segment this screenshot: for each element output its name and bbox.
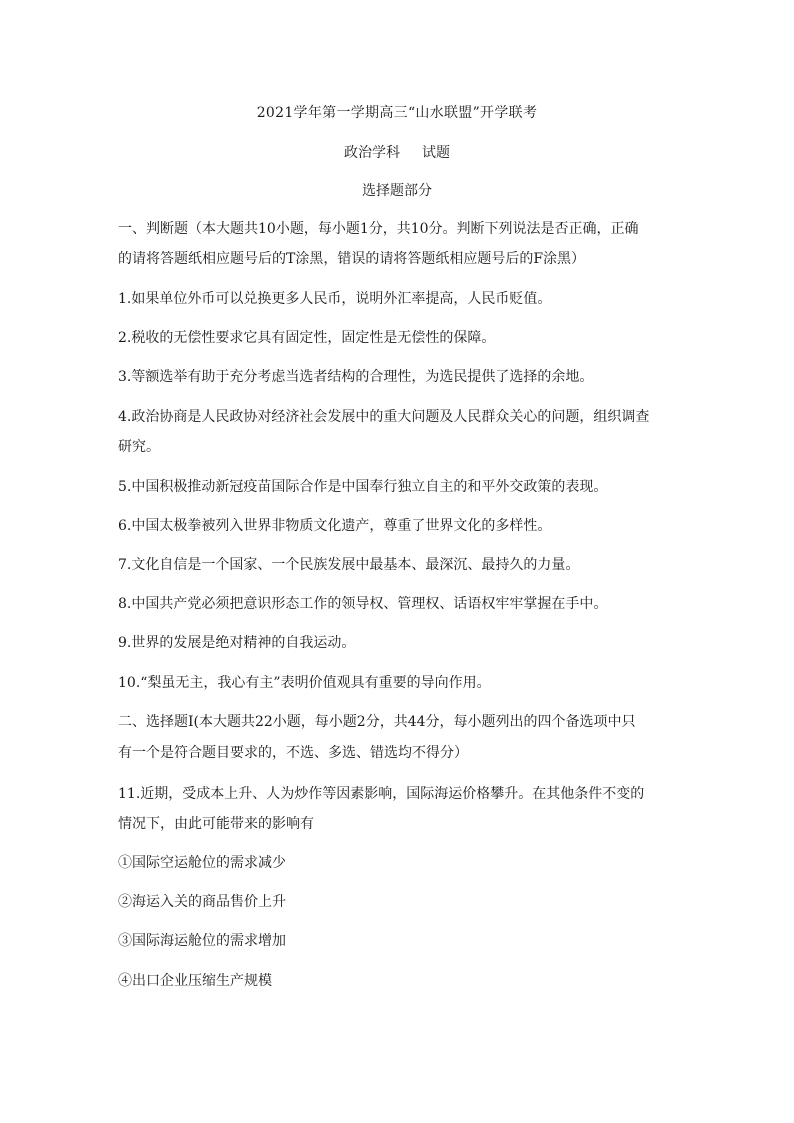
question-11-line2: 情况下，由此可能带来的影响有 [118,816,314,832]
part-heading: 选择题部分 [362,183,432,199]
option-2: ②海运入关的商品售价上升 [118,894,286,910]
judgment-item-3: 3.等额选举有助于充分考虑当选者结构的合理性，为选民提供了选择的余地。 [118,369,594,385]
section2-instruction-line1: 二、选择题Ⅰ(本大题共22小题，每小题2分，共44分，每小题列出的四个备选项中只 [118,714,636,730]
exam-title: 2021学年第一学期高三“山水联盟”开学联考 [256,105,538,121]
question-11-line1: 11.近期，受成本上升、人为炒作等因素影响，国际海运价格攀升。在其他条件不变的 [118,786,645,802]
judgment-item-9: 9.世界的发展是绝对精神的自我运动。 [118,635,356,651]
judgment-item-5: 5.中国积极推动新冠疫苗国际合作是中国奉行独立自主的和平外交政策的表现。 [118,479,608,495]
section1-instruction-line2: 的请将答题纸相应题号后的T涂黑，错误的请将答题纸相应题号后的F涂黑） [118,251,586,267]
judgment-item-10: 10.“梨虽无主，我心有主”表明价值观具有重要的导向作用。 [118,675,491,691]
option-3: ③国际海运舱位的需求增加 [118,933,286,949]
option-1: ①国际空运舱位的需求减少 [118,855,286,871]
judgment-item-2: 2.税收的无偿性要求它具有固定性，固定性是无偿性的保障。 [118,330,496,346]
judgment-item-1: 1.如果单位外币可以兑换更多人民币，说明外汇率提高，人民币贬值。 [118,291,552,307]
subject-name: 政治学科 [344,145,400,161]
judgment-item-6: 6.中国太极拳被列入世界非物质文化遗产，尊重了世界文化的多样性。 [118,518,552,534]
exam-label: 试题 [422,145,450,161]
judgment-item-7: 7.文化自信是一个国家、一个民族发展中最基本、最深沉、最持久的力量。 [118,557,580,573]
section1-instruction-line1: 一、判断题（本大题共10小题，每小题1分，共10分。判断下列说法是否正确，正确 [118,221,639,237]
section2-instruction-line2: 有一个是符合题目要求的，不选、多选、错选均不得分） [118,745,468,761]
option-4: ④出口企业压缩生产规模 [118,973,272,989]
judgment-item-4-line2: 研究。 [118,439,160,455]
subject-line [0,142,794,162]
judgment-item-4-line1: 4.政治协商是人民政协对经济社会发展中的重大问题及人民群众关心的问题，组织调查 [118,409,650,425]
judgment-item-8: 8.中国共产党必须把意识形态工作的领导权、管理权、话语权牢牢掌握在手中。 [118,596,608,612]
